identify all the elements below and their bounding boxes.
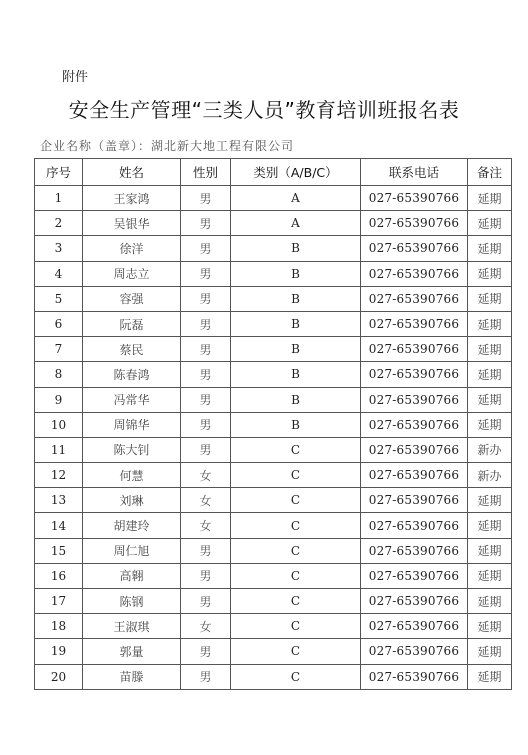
row-note: 延期 bbox=[468, 337, 512, 362]
row-name: 阮磊 bbox=[83, 311, 181, 336]
row-name: 陈钢 bbox=[83, 589, 181, 614]
row-category: B bbox=[231, 261, 361, 286]
row-gender: 男 bbox=[181, 261, 231, 286]
row-phone: 027-65390766 bbox=[361, 488, 468, 513]
row-note: 延期 bbox=[468, 261, 512, 286]
row-phone: 027-65390766 bbox=[361, 261, 468, 286]
row-gender: 女 bbox=[181, 488, 231, 513]
registration-table bbox=[34, 158, 512, 690]
table-row bbox=[35, 412, 512, 437]
row-name: 何慧 bbox=[83, 463, 181, 488]
row-gender: 女 bbox=[181, 463, 231, 488]
row-category: C bbox=[231, 563, 361, 588]
row-gender: 女 bbox=[181, 513, 231, 538]
header-category: 类别（A/B/C） bbox=[231, 159, 361, 186]
row-note: 新办 bbox=[468, 437, 512, 462]
row-number: 2 bbox=[35, 211, 83, 236]
row-phone: 027-65390766 bbox=[361, 513, 468, 538]
row-phone: 027-65390766 bbox=[361, 463, 468, 488]
row-note: 延期 bbox=[468, 614, 512, 639]
row-gender: 男 bbox=[181, 589, 231, 614]
row-phone: 027-65390766 bbox=[361, 412, 468, 437]
row-number: 8 bbox=[35, 362, 83, 387]
row-category: B bbox=[231, 412, 361, 437]
row-phone: 027-65390766 bbox=[361, 437, 468, 462]
row-note: 新办 bbox=[468, 463, 512, 488]
row-number: 13 bbox=[35, 488, 83, 513]
table-row bbox=[35, 362, 512, 387]
row-category: C bbox=[231, 488, 361, 513]
row-phone: 027-65390766 bbox=[361, 538, 468, 563]
table-row bbox=[35, 563, 512, 588]
row-name: 吴银华 bbox=[83, 211, 181, 236]
row-phone: 027-65390766 bbox=[361, 362, 468, 387]
row-note: 延期 bbox=[468, 211, 512, 236]
row-name: 周仁旭 bbox=[83, 538, 181, 563]
row-name: 胡建玲 bbox=[83, 513, 181, 538]
table-body bbox=[35, 186, 512, 690]
row-number: 16 bbox=[35, 563, 83, 588]
row-number: 19 bbox=[35, 639, 83, 664]
table-row bbox=[35, 639, 512, 664]
row-note: 延期 bbox=[468, 563, 512, 588]
row-number: 5 bbox=[35, 286, 83, 311]
row-note: 延期 bbox=[468, 362, 512, 387]
row-gender: 女 bbox=[181, 614, 231, 639]
row-gender: 男 bbox=[181, 664, 231, 689]
row-phone: 027-65390766 bbox=[361, 664, 468, 689]
row-category: A bbox=[231, 211, 361, 236]
table-row bbox=[35, 664, 512, 689]
table-row bbox=[35, 211, 512, 236]
row-gender: 男 bbox=[181, 211, 231, 236]
row-gender: 男 bbox=[181, 337, 231, 362]
row-phone: 027-65390766 bbox=[361, 639, 468, 664]
table-row bbox=[35, 311, 512, 336]
row-number: 17 bbox=[35, 589, 83, 614]
row-name: 苗滕 bbox=[83, 664, 181, 689]
row-name: 冯常华 bbox=[83, 387, 181, 412]
row-category: C bbox=[231, 664, 361, 689]
row-category: B bbox=[231, 286, 361, 311]
row-phone: 027-65390766 bbox=[361, 236, 468, 261]
table-row bbox=[35, 463, 512, 488]
row-gender: 男 bbox=[181, 286, 231, 311]
row-gender: 男 bbox=[181, 563, 231, 588]
row-phone: 027-65390766 bbox=[361, 311, 468, 336]
row-number: 14 bbox=[35, 513, 83, 538]
table-row bbox=[35, 589, 512, 614]
row-gender: 男 bbox=[181, 311, 231, 336]
row-note: 延期 bbox=[468, 236, 512, 261]
row-name: 王淑琪 bbox=[83, 614, 181, 639]
row-note: 延期 bbox=[468, 311, 512, 336]
row-category: B bbox=[231, 387, 361, 412]
row-note: 延期 bbox=[468, 513, 512, 538]
header-phone: 联系电话 bbox=[361, 159, 468, 186]
row-note: 延期 bbox=[468, 286, 512, 311]
row-name: 蔡民 bbox=[83, 337, 181, 362]
row-phone: 027-65390766 bbox=[361, 387, 468, 412]
row-category: A bbox=[231, 186, 361, 211]
row-phone: 027-65390766 bbox=[361, 589, 468, 614]
row-gender: 男 bbox=[181, 362, 231, 387]
row-number: 7 bbox=[35, 337, 83, 362]
row-number: 6 bbox=[35, 311, 83, 336]
row-gender: 男 bbox=[181, 412, 231, 437]
row-number: 20 bbox=[35, 664, 83, 689]
row-gender: 男 bbox=[181, 186, 231, 211]
table-row bbox=[35, 337, 512, 362]
row-phone: 027-65390766 bbox=[361, 614, 468, 639]
row-category: B bbox=[231, 337, 361, 362]
table-row bbox=[35, 513, 512, 538]
header-name: 姓名 bbox=[83, 159, 181, 186]
row-phone: 027-65390766 bbox=[361, 286, 468, 311]
row-gender: 男 bbox=[181, 437, 231, 462]
row-number: 11 bbox=[35, 437, 83, 462]
table-row bbox=[35, 437, 512, 462]
row-gender: 男 bbox=[181, 387, 231, 412]
row-gender: 男 bbox=[181, 639, 231, 664]
row-note: 延期 bbox=[468, 589, 512, 614]
row-number: 10 bbox=[35, 412, 83, 437]
row-number: 15 bbox=[35, 538, 83, 563]
row-number: 12 bbox=[35, 463, 83, 488]
row-note: 延期 bbox=[468, 639, 512, 664]
row-name: 王家鸿 bbox=[83, 186, 181, 211]
row-phone: 027-65390766 bbox=[361, 186, 468, 211]
page-title: 安全生产管理“三类人员”教育培训班报名表 bbox=[68, 98, 460, 122]
row-note: 延期 bbox=[468, 538, 512, 563]
row-phone: 027-65390766 bbox=[361, 337, 468, 362]
row-number: 9 bbox=[35, 387, 83, 412]
table-row bbox=[35, 286, 512, 311]
row-name: 高翱 bbox=[83, 563, 181, 588]
row-note: 延期 bbox=[468, 412, 512, 437]
table-row bbox=[35, 614, 512, 639]
row-category: B bbox=[231, 236, 361, 261]
row-name: 徐洋 bbox=[83, 236, 181, 261]
table-row bbox=[35, 538, 512, 563]
header-note: 备注 bbox=[468, 159, 512, 186]
row-category: C bbox=[231, 463, 361, 488]
row-name: 陈春鸿 bbox=[83, 362, 181, 387]
row-gender: 男 bbox=[181, 236, 231, 261]
row-name: 郭量 bbox=[83, 639, 181, 664]
attachment-label: 附件 bbox=[62, 70, 89, 85]
table-header-row bbox=[35, 159, 512, 186]
row-name: 容强 bbox=[83, 286, 181, 311]
row-name: 刘琳 bbox=[83, 488, 181, 513]
row-number: 1 bbox=[35, 186, 83, 211]
row-category: C bbox=[231, 589, 361, 614]
row-category: C bbox=[231, 437, 361, 462]
table-row bbox=[35, 261, 512, 286]
row-name: 陈大钊 bbox=[83, 437, 181, 462]
row-note: 延期 bbox=[468, 488, 512, 513]
table-row bbox=[35, 186, 512, 211]
row-category: B bbox=[231, 362, 361, 387]
row-category: B bbox=[231, 311, 361, 336]
row-phone: 027-65390766 bbox=[361, 211, 468, 236]
table-row bbox=[35, 488, 512, 513]
table-row bbox=[35, 236, 512, 261]
row-category: C bbox=[231, 513, 361, 538]
row-number: 4 bbox=[35, 261, 83, 286]
header-number: 序号 bbox=[35, 159, 83, 186]
row-number: 3 bbox=[35, 236, 83, 261]
company-line: 企业名称（盖章）：湖北新大地工程有限公司 bbox=[40, 139, 295, 153]
row-gender: 男 bbox=[181, 538, 231, 563]
row-phone: 027-65390766 bbox=[361, 563, 468, 588]
row-category: C bbox=[231, 538, 361, 563]
row-number: 18 bbox=[35, 614, 83, 639]
row-note: 延期 bbox=[468, 186, 512, 211]
row-name: 周锦华 bbox=[83, 412, 181, 437]
table-row bbox=[35, 387, 512, 412]
row-category: C bbox=[231, 614, 361, 639]
row-note: 延期 bbox=[468, 387, 512, 412]
row-name: 周志立 bbox=[83, 261, 181, 286]
header-gender: 性别 bbox=[181, 159, 231, 186]
row-category: C bbox=[231, 639, 361, 664]
row-note: 延期 bbox=[468, 664, 512, 689]
